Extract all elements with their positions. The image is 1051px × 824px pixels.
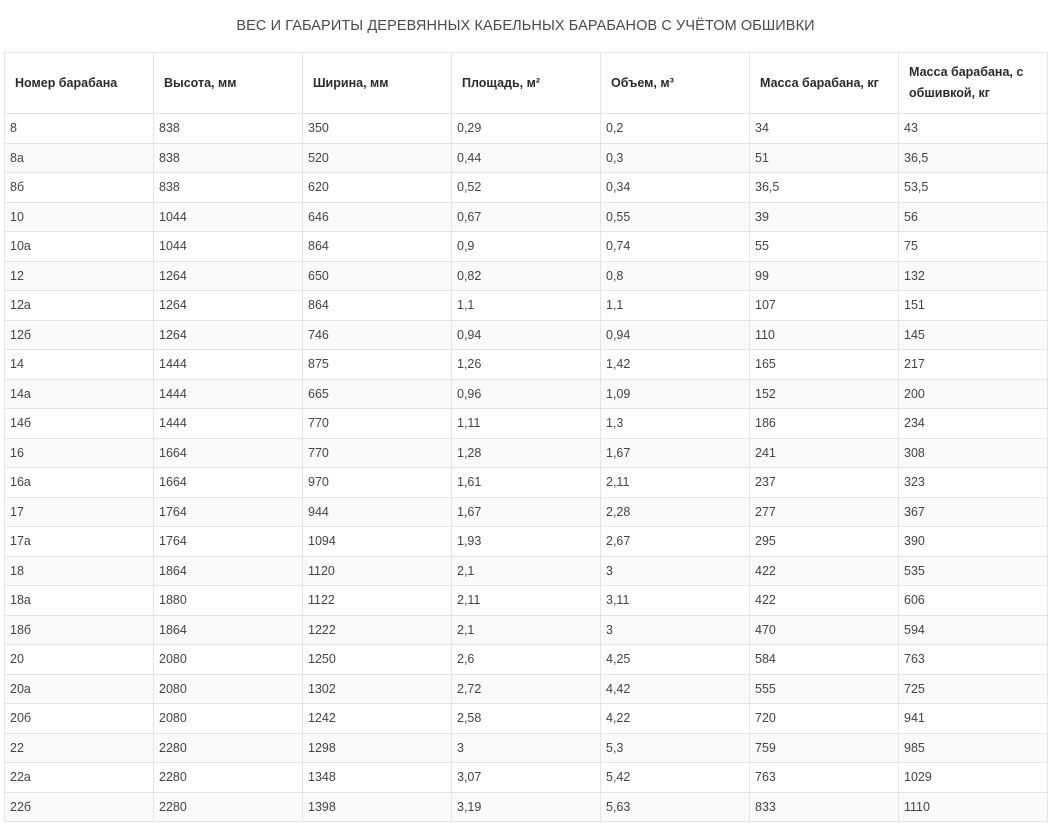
cell-drum-mass: 422 bbox=[750, 556, 899, 586]
cell-area: 0,67 bbox=[452, 202, 601, 232]
cell-height: 2080 bbox=[154, 674, 303, 704]
cell-width: 1250 bbox=[303, 645, 452, 675]
cell-drum-mass-with-casing: 606 bbox=[899, 586, 1048, 616]
cell-drum-mass-with-casing: 367 bbox=[899, 497, 1048, 527]
cell-area: 1,26 bbox=[452, 350, 601, 380]
table-row bbox=[5, 704, 1048, 734]
cell-drum-mass-with-casing: 53,5 bbox=[899, 173, 1048, 203]
cell-drum-mass: 152 bbox=[750, 379, 899, 409]
table-row bbox=[5, 615, 1048, 645]
cell-width: 1120 bbox=[303, 556, 452, 586]
cell-drum-number: 8б bbox=[5, 173, 154, 203]
cell-height: 838 bbox=[154, 114, 303, 144]
cell-volume: 5,3 bbox=[601, 733, 750, 763]
cell-drum-mass-with-casing: 941 bbox=[899, 704, 1048, 734]
cell-area: 0,44 bbox=[452, 143, 601, 173]
table-row bbox=[5, 232, 1048, 262]
cell-drum-mass: 34 bbox=[750, 114, 899, 144]
cell-width: 650 bbox=[303, 261, 452, 291]
cell-volume: 4,22 bbox=[601, 704, 750, 734]
cell-drum-number: 12б bbox=[5, 320, 154, 350]
column-header-drum-number: Номер барабана bbox=[5, 53, 154, 114]
cell-drum-mass: 833 bbox=[750, 792, 899, 822]
table-row bbox=[5, 733, 1048, 763]
cell-drum-mass-with-casing: 151 bbox=[899, 291, 1048, 321]
cell-area: 0,29 bbox=[452, 114, 601, 144]
cell-volume: 1,09 bbox=[601, 379, 750, 409]
cell-volume: 4,25 bbox=[601, 645, 750, 675]
cell-drum-mass-with-casing: 594 bbox=[899, 615, 1048, 645]
cell-drum-number: 17 bbox=[5, 497, 154, 527]
cell-width: 620 bbox=[303, 173, 452, 203]
cell-height: 2280 bbox=[154, 733, 303, 763]
cell-volume: 3 bbox=[601, 615, 750, 645]
cell-height: 1264 bbox=[154, 261, 303, 291]
cell-drum-mass: 99 bbox=[750, 261, 899, 291]
cell-area: 0,52 bbox=[452, 173, 601, 203]
cell-drum-number: 17а bbox=[5, 527, 154, 557]
cell-drum-mass: 241 bbox=[750, 438, 899, 468]
cell-drum-number: 12 bbox=[5, 261, 154, 291]
cell-area: 3,07 bbox=[452, 763, 601, 793]
column-header-drum-mass-with-casing: Масса барабана, с обшивкой, кг bbox=[899, 53, 1048, 114]
column-header-width: Ширина, мм bbox=[303, 53, 452, 114]
table-body bbox=[5, 114, 1048, 822]
cell-volume: 0,74 bbox=[601, 232, 750, 262]
cell-drum-number: 22б bbox=[5, 792, 154, 822]
cell-width: 970 bbox=[303, 468, 452, 498]
cell-volume: 1,3 bbox=[601, 409, 750, 439]
cell-drum-mass: 720 bbox=[750, 704, 899, 734]
cell-area: 2,1 bbox=[452, 615, 601, 645]
cell-drum-number: 20а bbox=[5, 674, 154, 704]
cell-height: 1444 bbox=[154, 350, 303, 380]
cell-drum-number: 18б bbox=[5, 615, 154, 645]
table-row bbox=[5, 497, 1048, 527]
cell-drum-number: 18 bbox=[5, 556, 154, 586]
cell-area: 1,1 bbox=[452, 291, 601, 321]
cell-volume: 1,1 bbox=[601, 291, 750, 321]
cell-width: 646 bbox=[303, 202, 452, 232]
cell-volume: 0,34 bbox=[601, 173, 750, 203]
cell-width: 1122 bbox=[303, 586, 452, 616]
cell-drum-number: 16 bbox=[5, 438, 154, 468]
cell-drum-number: 12а bbox=[5, 291, 154, 321]
cell-height: 1264 bbox=[154, 320, 303, 350]
table-row bbox=[5, 143, 1048, 173]
cell-drum-mass-with-casing: 43 bbox=[899, 114, 1048, 144]
cell-volume: 2,28 bbox=[601, 497, 750, 527]
cell-drum-mass: 110 bbox=[750, 320, 899, 350]
cell-drum-number: 14а bbox=[5, 379, 154, 409]
cell-area: 2,72 bbox=[452, 674, 601, 704]
cell-width: 1348 bbox=[303, 763, 452, 793]
cell-volume: 0,94 bbox=[601, 320, 750, 350]
cell-height: 1044 bbox=[154, 232, 303, 262]
cell-drum-mass: 107 bbox=[750, 291, 899, 321]
cell-volume: 2,11 bbox=[601, 468, 750, 498]
cell-area: 3 bbox=[452, 733, 601, 763]
cell-width: 1222 bbox=[303, 615, 452, 645]
cell-drum-mass-with-casing: 75 bbox=[899, 232, 1048, 262]
cell-drum-mass-with-casing: 234 bbox=[899, 409, 1048, 439]
column-header-height: Высота, мм bbox=[154, 53, 303, 114]
cell-volume: 5,42 bbox=[601, 763, 750, 793]
cell-height: 2280 bbox=[154, 792, 303, 822]
cell-drum-number: 20 bbox=[5, 645, 154, 675]
cell-area: 3,19 bbox=[452, 792, 601, 822]
column-header-volume: Объем, м³ bbox=[601, 53, 750, 114]
table-row bbox=[5, 409, 1048, 439]
cell-drum-mass: 555 bbox=[750, 674, 899, 704]
page-title: ВЕС И ГАБАРИТЫ ДЕРЕВЯННЫХ КАБЕЛЬНЫХ БАРАБАНОВ С УЧЁТОМ ОБШИВКИ bbox=[236, 18, 815, 34]
cell-height: 1864 bbox=[154, 615, 303, 645]
cell-width: 1302 bbox=[303, 674, 452, 704]
cell-area: 1,67 bbox=[452, 497, 601, 527]
cell-drum-mass-with-casing: 763 bbox=[899, 645, 1048, 675]
cell-drum-number: 22а bbox=[5, 763, 154, 793]
cell-drum-number: 18а bbox=[5, 586, 154, 616]
cell-drum-mass-with-casing: 323 bbox=[899, 468, 1048, 498]
cell-volume: 2,67 bbox=[601, 527, 750, 557]
cell-drum-mass: 277 bbox=[750, 497, 899, 527]
cell-height: 1444 bbox=[154, 379, 303, 409]
cell-volume: 0,2 bbox=[601, 114, 750, 144]
table-row bbox=[5, 379, 1048, 409]
cell-drum-mass: 36,5 bbox=[750, 173, 899, 203]
table-row bbox=[5, 261, 1048, 291]
cell-drum-mass-with-casing: 535 bbox=[899, 556, 1048, 586]
cell-area: 2,11 bbox=[452, 586, 601, 616]
cell-height: 838 bbox=[154, 143, 303, 173]
cell-drum-mass: 422 bbox=[750, 586, 899, 616]
cell-height: 1044 bbox=[154, 202, 303, 232]
table-row bbox=[5, 291, 1048, 321]
cell-drum-number: 20б bbox=[5, 704, 154, 734]
cell-drum-mass-with-casing: 985 bbox=[899, 733, 1048, 763]
cell-width: 746 bbox=[303, 320, 452, 350]
table-row bbox=[5, 114, 1048, 144]
cell-drum-number: 16а bbox=[5, 468, 154, 498]
cell-drum-mass-with-casing: 308 bbox=[899, 438, 1048, 468]
cell-width: 770 bbox=[303, 438, 452, 468]
cell-drum-mass: 470 bbox=[750, 615, 899, 645]
cell-volume: 1,67 bbox=[601, 438, 750, 468]
table-row bbox=[5, 350, 1048, 380]
cell-area: 2,1 bbox=[452, 556, 601, 586]
cell-drum-number: 22 bbox=[5, 733, 154, 763]
cell-drum-mass: 763 bbox=[750, 763, 899, 793]
cell-drum-number: 10 bbox=[5, 202, 154, 232]
table-row bbox=[5, 763, 1048, 793]
cell-drum-mass: 51 bbox=[750, 143, 899, 173]
table-row bbox=[5, 527, 1048, 557]
cell-area: 1,93 bbox=[452, 527, 601, 557]
table-row bbox=[5, 173, 1048, 203]
cell-width: 1094 bbox=[303, 527, 452, 557]
cell-drum-number: 14 bbox=[5, 350, 154, 380]
cell-area: 0,82 bbox=[452, 261, 601, 291]
cell-width: 944 bbox=[303, 497, 452, 527]
column-header-area: Площадь, м² bbox=[452, 53, 601, 114]
cell-volume: 3,11 bbox=[601, 586, 750, 616]
cell-drum-number: 8а bbox=[5, 143, 154, 173]
cell-area: 1,61 bbox=[452, 468, 601, 498]
cell-width: 864 bbox=[303, 291, 452, 321]
cell-volume: 0,8 bbox=[601, 261, 750, 291]
cell-volume: 1,42 bbox=[601, 350, 750, 380]
cell-drum-mass-with-casing: 36,5 bbox=[899, 143, 1048, 173]
cell-height: 1664 bbox=[154, 438, 303, 468]
cell-drum-mass-with-casing: 725 bbox=[899, 674, 1048, 704]
table-row bbox=[5, 792, 1048, 822]
cell-drum-mass-with-casing: 1029 bbox=[899, 763, 1048, 793]
cell-area: 0,96 bbox=[452, 379, 601, 409]
cell-area: 0,94 bbox=[452, 320, 601, 350]
cell-width: 864 bbox=[303, 232, 452, 262]
cell-volume: 3 bbox=[601, 556, 750, 586]
cell-volume: 0,55 bbox=[601, 202, 750, 232]
cell-height: 2080 bbox=[154, 704, 303, 734]
cell-drum-mass-with-casing: 1110 bbox=[899, 792, 1048, 822]
column-header-drum-mass: Масса барабана, кг bbox=[750, 53, 899, 114]
cell-drum-mass: 584 bbox=[750, 645, 899, 675]
table-header-row bbox=[5, 53, 1048, 114]
table-row bbox=[5, 586, 1048, 616]
table-row bbox=[5, 468, 1048, 498]
table-row bbox=[5, 674, 1048, 704]
cell-width: 875 bbox=[303, 350, 452, 380]
cell-drum-mass-with-casing: 217 bbox=[899, 350, 1048, 380]
cell-height: 1764 bbox=[154, 497, 303, 527]
table-row bbox=[5, 438, 1048, 468]
cell-volume: 5,63 bbox=[601, 792, 750, 822]
cell-drum-mass: 295 bbox=[750, 527, 899, 557]
cell-drum-mass: 186 bbox=[750, 409, 899, 439]
cell-width: 520 bbox=[303, 143, 452, 173]
cell-width: 770 bbox=[303, 409, 452, 439]
cell-width: 665 bbox=[303, 379, 452, 409]
cell-area: 2,6 bbox=[452, 645, 601, 675]
cell-height: 1880 bbox=[154, 586, 303, 616]
table-row bbox=[5, 320, 1048, 350]
cell-height: 1764 bbox=[154, 527, 303, 557]
cell-drum-mass-with-casing: 145 bbox=[899, 320, 1048, 350]
cell-height: 838 bbox=[154, 173, 303, 203]
cell-area: 0,9 bbox=[452, 232, 601, 262]
cell-drum-mass-with-casing: 132 bbox=[899, 261, 1048, 291]
cell-area: 2,58 bbox=[452, 704, 601, 734]
cell-area: 1,11 bbox=[452, 409, 601, 439]
cell-drum-mass: 759 bbox=[750, 733, 899, 763]
cell-width: 1242 bbox=[303, 704, 452, 734]
cell-volume: 4,42 bbox=[601, 674, 750, 704]
cell-drum-number: 10а bbox=[5, 232, 154, 262]
cell-drum-mass: 39 bbox=[750, 202, 899, 232]
cell-height: 1264 bbox=[154, 291, 303, 321]
cell-drum-mass-with-casing: 390 bbox=[899, 527, 1048, 557]
table-row bbox=[5, 556, 1048, 586]
table-row bbox=[5, 645, 1048, 675]
cell-drum-number: 14б bbox=[5, 409, 154, 439]
cell-height: 2080 bbox=[154, 645, 303, 675]
cell-height: 1444 bbox=[154, 409, 303, 439]
cell-drum-mass-with-casing: 200 bbox=[899, 379, 1048, 409]
cell-drum-mass: 55 bbox=[750, 232, 899, 262]
table-row bbox=[5, 202, 1048, 232]
cell-drum-mass: 237 bbox=[750, 468, 899, 498]
drums-table bbox=[4, 52, 1048, 822]
cell-drum-number: 8 bbox=[5, 114, 154, 144]
cell-drum-mass: 165 bbox=[750, 350, 899, 380]
cell-drum-mass-with-casing: 56 bbox=[899, 202, 1048, 232]
cell-height: 1664 bbox=[154, 468, 303, 498]
cell-volume: 0,3 bbox=[601, 143, 750, 173]
cell-width: 1298 bbox=[303, 733, 452, 763]
cell-width: 1398 bbox=[303, 792, 452, 822]
cell-height: 2280 bbox=[154, 763, 303, 793]
cell-area: 1,28 bbox=[452, 438, 601, 468]
cell-width: 350 bbox=[303, 114, 452, 144]
cell-height: 1864 bbox=[154, 556, 303, 586]
